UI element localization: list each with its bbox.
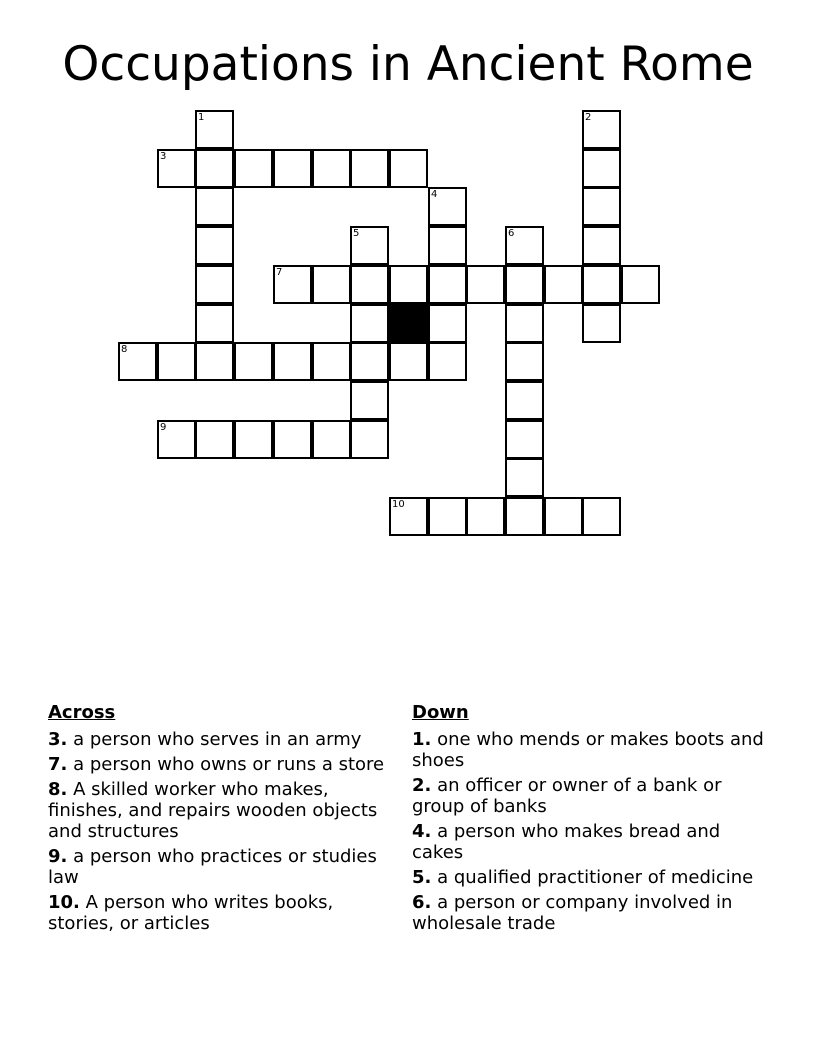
grid-cell[interactable] bbox=[273, 342, 312, 381]
grid-cell[interactable] bbox=[234, 342, 273, 381]
grid-cell[interactable] bbox=[195, 420, 234, 459]
grid-cell[interactable] bbox=[273, 420, 312, 459]
grid-cell[interactable] bbox=[428, 342, 467, 381]
grid-cell[interactable] bbox=[428, 265, 467, 304]
grid-cell[interactable] bbox=[312, 265, 351, 304]
clue-number: 5. bbox=[412, 867, 432, 888]
grid-cell[interactable] bbox=[389, 265, 428, 304]
clue-text: a person who practices or studies law bbox=[48, 846, 377, 888]
across-heading: Across bbox=[48, 702, 116, 723]
clue-across-7 bbox=[48, 754, 404, 775]
grid-cell[interactable] bbox=[273, 149, 312, 188]
grid-cell[interactable] bbox=[428, 187, 467, 226]
cell-number: 4 bbox=[431, 189, 438, 200]
down-heading: Down bbox=[412, 702, 469, 723]
cell-number: 2 bbox=[585, 112, 592, 123]
clue-number: 6. bbox=[412, 892, 432, 913]
cell-number: 8 bbox=[121, 344, 128, 355]
grid-cell[interactable] bbox=[350, 265, 389, 304]
grid-cell[interactable] bbox=[466, 497, 505, 536]
clue-text: an officer or owner of a bank or group of banks bbox=[412, 775, 722, 817]
grid-cell[interactable] bbox=[350, 304, 389, 343]
cell-number: 7 bbox=[276, 267, 283, 278]
clue-number: 3. bbox=[48, 729, 68, 750]
grid-cell[interactable] bbox=[350, 381, 389, 420]
grid-cell[interactable] bbox=[234, 420, 273, 459]
clue-text: a person who makes bread and cakes bbox=[412, 821, 721, 863]
grid-cell[interactable] bbox=[582, 304, 621, 343]
cell-number: 1 bbox=[198, 112, 205, 123]
clue-down-6 bbox=[412, 892, 768, 934]
grid-cell[interactable] bbox=[195, 110, 234, 149]
grid-cell[interactable] bbox=[544, 265, 583, 304]
grid-cell[interactable] bbox=[544, 497, 583, 536]
grid-cell[interactable] bbox=[505, 381, 544, 420]
cell-number: 9 bbox=[160, 422, 167, 433]
grid-cell[interactable] bbox=[195, 304, 234, 343]
grid-cell[interactable] bbox=[621, 265, 660, 304]
grid-cell[interactable] bbox=[389, 149, 428, 188]
clue-down-4 bbox=[412, 821, 768, 863]
grid-cell[interactable] bbox=[505, 304, 544, 343]
clue-text: a qualified practitioner of medicine bbox=[431, 867, 754, 888]
grid-cell[interactable] bbox=[582, 497, 621, 536]
grid-cell[interactable] bbox=[273, 265, 312, 304]
grid-cell[interactable] bbox=[195, 342, 234, 381]
grid-cell[interactable] bbox=[582, 265, 621, 304]
cell-number: 6 bbox=[508, 228, 515, 239]
grid-cell[interactable] bbox=[505, 342, 544, 381]
grid-cell[interactable] bbox=[428, 226, 467, 265]
cell-number: 3 bbox=[160, 151, 167, 162]
grid-cell[interactable] bbox=[389, 342, 428, 381]
clue-across-10 bbox=[48, 892, 404, 934]
black-cell bbox=[389, 304, 428, 343]
grid-cell[interactable] bbox=[505, 420, 544, 459]
grid-cell[interactable] bbox=[195, 149, 234, 188]
clue-text: A skilled worker who makes, finishes, and repairs wooden objects and structures bbox=[48, 779, 378, 842]
puzzle-title: Occupations in Ancient Rome bbox=[62, 37, 754, 92]
grid-cell[interactable] bbox=[350, 420, 389, 459]
clue-down-2 bbox=[412, 775, 768, 817]
grid-cell[interactable] bbox=[428, 304, 467, 343]
clue-number: 10. bbox=[48, 892, 80, 913]
clue-number: 8. bbox=[48, 779, 68, 800]
clue-number: 7. bbox=[48, 754, 68, 775]
grid-cell[interactable] bbox=[350, 342, 389, 381]
clue-text: a person or company involved in wholesale trade bbox=[412, 892, 733, 934]
grid-cell[interactable] bbox=[195, 226, 234, 265]
clue-text: a person who serves in an army bbox=[67, 729, 362, 750]
grid-cell[interactable] bbox=[505, 458, 544, 497]
clue-text: a person who owns or runs a store bbox=[67, 754, 385, 775]
grid-cell[interactable] bbox=[428, 497, 467, 536]
grid-cell[interactable] bbox=[582, 149, 621, 188]
grid-cell[interactable] bbox=[582, 187, 621, 226]
grid-cell[interactable] bbox=[350, 149, 389, 188]
grid-cell[interactable] bbox=[118, 342, 157, 381]
clue-down-1 bbox=[412, 729, 768, 771]
grid-cell[interactable] bbox=[505, 497, 544, 536]
clue-text: A person who writes books, stories, or articles bbox=[48, 892, 334, 934]
grid-cell[interactable] bbox=[505, 226, 544, 265]
grid-cell[interactable] bbox=[195, 187, 234, 226]
grid-cell[interactable] bbox=[466, 265, 505, 304]
grid-cell[interactable] bbox=[350, 226, 389, 265]
clue-number: 1. bbox=[412, 729, 432, 750]
grid-cell[interactable] bbox=[582, 226, 621, 265]
grid-cell[interactable] bbox=[157, 420, 196, 459]
grid-cell[interactable] bbox=[389, 497, 428, 536]
clue-across-8 bbox=[48, 779, 404, 842]
clue-down-5 bbox=[412, 867, 768, 888]
across-clues bbox=[48, 702, 404, 938]
grid-cell[interactable] bbox=[234, 149, 273, 188]
grid-cell[interactable] bbox=[312, 149, 351, 188]
grid-cell[interactable] bbox=[505, 265, 544, 304]
clue-number: 9. bbox=[48, 846, 68, 867]
grid-cell[interactable] bbox=[157, 149, 196, 188]
cell-number: 5 bbox=[353, 228, 360, 239]
grid-cell[interactable] bbox=[582, 110, 621, 149]
grid-cell[interactable] bbox=[312, 420, 351, 459]
clue-across-3 bbox=[48, 729, 404, 750]
grid-cell[interactable] bbox=[195, 265, 234, 304]
cell-number: 10 bbox=[392, 499, 405, 510]
down-clues bbox=[412, 702, 768, 938]
clue-number: 2. bbox=[412, 775, 432, 796]
grid-cell[interactable] bbox=[312, 342, 351, 381]
clue-number: 4. bbox=[412, 821, 432, 842]
clue-across-9 bbox=[48, 846, 404, 888]
clue-text: one who mends or makes boots and shoes bbox=[412, 729, 764, 771]
grid-cell[interactable] bbox=[157, 342, 196, 381]
